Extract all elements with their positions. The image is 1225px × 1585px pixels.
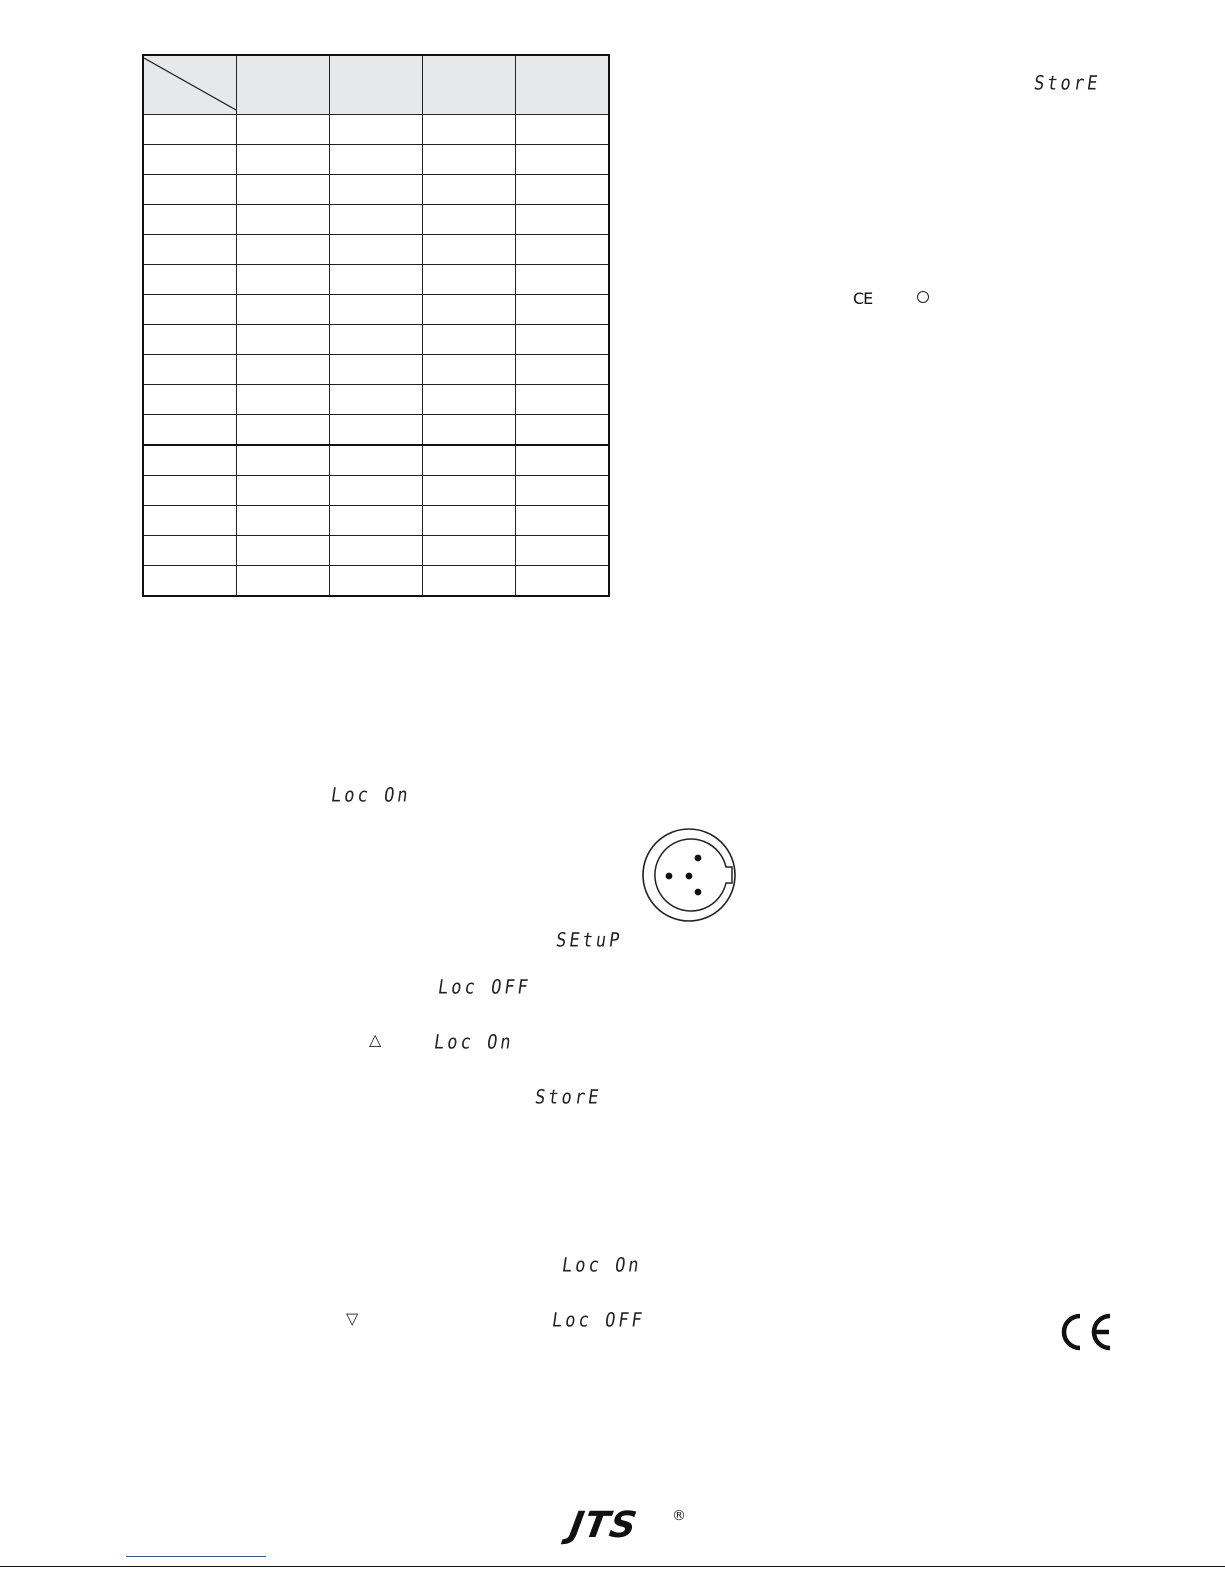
table-row [143,355,609,385]
table-cell [423,506,516,536]
table-cell [423,445,516,476]
table-cell [330,445,423,476]
table-cell [143,536,237,566]
table-cell [143,205,237,235]
table-cell [237,205,330,235]
table-cell [237,325,330,355]
down-arrow-icon: ▽ [346,1311,359,1328]
brand-logo: JTS [566,1505,641,1546]
table-cell [330,295,423,325]
table-row [143,445,609,476]
table-cell [423,205,516,235]
display-readout-setup: SEtuP [554,929,624,953]
table-cell [516,385,610,415]
table-cell [516,205,610,235]
footer-rule [0,1566,1225,1567]
registered-mark: ® [672,1508,686,1524]
table-cell [330,566,423,597]
table-cell [423,355,516,385]
table-cell [423,265,516,295]
table-cell [237,506,330,536]
table-row [143,325,609,355]
display-readout-loc-on: Loc On [432,1031,516,1055]
table-cell [237,145,330,175]
table-cell [143,235,237,265]
table-cell [423,115,516,145]
table-cell [330,235,423,265]
table-cell [516,265,610,295]
table-cell [423,175,516,205]
table-cell [330,355,423,385]
table-cell [516,415,610,446]
table-cell [330,175,423,205]
table-cell [330,506,423,536]
table-cell [423,295,516,325]
table-cell [143,115,237,145]
circle-symbol-icon [917,291,929,303]
table-row [143,476,609,506]
table-cell [516,536,610,566]
table-cell [516,355,610,385]
table-cell [516,115,610,145]
table-cell [516,235,610,265]
table-row [143,506,609,536]
table-cell [237,445,330,476]
table-cell [330,115,423,145]
table-header-cell [423,55,516,115]
table-cell [143,476,237,506]
table-cell [423,536,516,566]
ce-mark-small: CE [853,289,873,308]
table-cell [237,115,330,145]
table-cell [237,355,330,385]
display-readout-loc-off: Loc OFF [436,976,533,1000]
table-cell [143,355,237,385]
table-cell [237,265,330,295]
up-arrow-icon: △ [369,1032,382,1049]
table-cell [423,235,516,265]
table-cell [237,476,330,506]
table-cell [143,566,237,597]
table-cell [423,476,516,506]
table-cell [516,506,610,536]
table-cell [330,205,423,235]
table-cell [423,145,516,175]
diagonal-divider [144,56,236,114]
table-cell [143,175,237,205]
table-cell [423,566,516,597]
table-cell [516,175,610,205]
table-cell [423,325,516,355]
display-readout-loc-on: Loc On [329,784,413,808]
table-cell [330,265,423,295]
display-readout-store: StorE [1032,72,1102,96]
table-row [143,235,609,265]
table-cell [237,566,330,597]
table-header-row [143,55,609,115]
table-cell [143,145,237,175]
table-cell [237,415,330,446]
table-corner-cell [143,55,237,115]
frequency-table [142,54,610,597]
table-header-cell [516,55,610,115]
table-cell [516,476,610,506]
table-cell [330,325,423,355]
display-readout-loc-on: Loc On [560,1254,644,1278]
table-cell [143,295,237,325]
table-cell [516,325,610,355]
table-row [143,145,609,175]
table-cell [516,295,610,325]
table-row [143,385,609,415]
connector-pinout-icon [640,826,740,926]
table-cell [330,415,423,446]
table-row [143,295,609,325]
table-cell [423,415,516,446]
display-readout-store: StorE [533,1086,603,1110]
table-cell [143,445,237,476]
display-readout-loc-off: Loc OFF [550,1309,647,1333]
footer-link-underline [126,1556,266,1557]
table-row [143,115,609,145]
table-cell [330,145,423,175]
table-cell [516,445,610,476]
table-cell [143,265,237,295]
table-cell [330,476,423,506]
table-cell [423,385,516,415]
table-cell [516,566,610,597]
table-header-cell [237,55,330,115]
table-row [143,205,609,235]
table-cell [143,506,237,536]
ce-mark-large [1058,1312,1114,1352]
table-row [143,566,609,597]
table-row [143,536,609,566]
table-cell [237,235,330,265]
table-cell [237,536,330,566]
table-cell [237,295,330,325]
table-cell [143,325,237,355]
table-row [143,415,609,446]
table-row [143,175,609,205]
table-cell [237,385,330,415]
table-cell [237,175,330,205]
table-header-cell [330,55,423,115]
table-cell [330,536,423,566]
table-cell [330,385,423,415]
table-cell [143,385,237,415]
table-cell [516,145,610,175]
table-cell [143,415,237,446]
table-row [143,265,609,295]
